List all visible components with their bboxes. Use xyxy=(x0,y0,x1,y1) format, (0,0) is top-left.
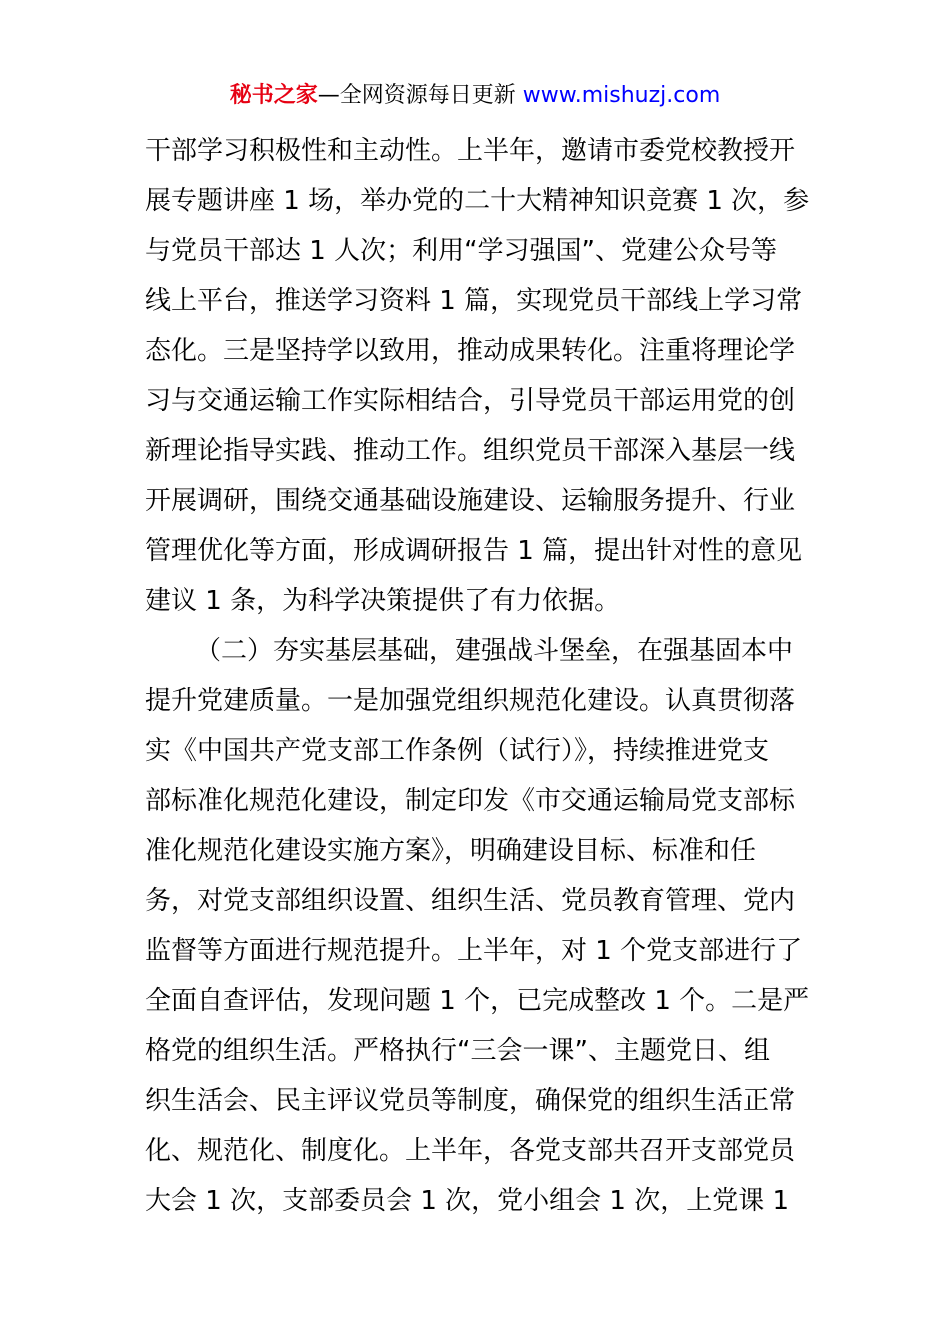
text-line: 新理论指导实践、推动工作。组织党员干部深入基层一线 xyxy=(145,436,796,466)
text-line: 开展调研，围绕交通基础设施建设、运输服务提升、行业 xyxy=(145,486,796,516)
text-line: 展专题讲座 1 场，举办党的二十大精神知识竞赛 1 次，参 xyxy=(145,186,810,216)
text-line: 准化规范化建设实施方案》，明确建设目标、标准和任 xyxy=(145,836,757,866)
text-line: 全面自查评估，发现问题 1 个，已完成整改 1 个。二是严 xyxy=(145,986,810,1016)
text-line: 部标准化规范化建设，制定印发《市交通运输局党支部标 xyxy=(145,786,796,816)
text-line: 监督等方面进行规范提升。上半年，对 1 个党支部进行了 xyxy=(145,936,803,966)
site-url-link[interactable]: www.mishuzj.com xyxy=(522,83,721,108)
document-body xyxy=(145,126,810,1226)
text-line: 提升党建质量。一是加强党组织规范化建设。认真贯彻落 xyxy=(145,686,796,716)
site-tagline: —全网资源每日更新 xyxy=(317,83,523,108)
text-line: 线上平台，推送学习资料 1 篇，实现党员干部线上学习常 xyxy=(145,286,803,316)
text-line: 化、规范化、制度化。上半年，各党支部共召开支部党员 xyxy=(145,1136,796,1166)
text-line: 建议 1 条，为科学决策提供了有力依据。 xyxy=(145,586,621,616)
text-line: 与党员干部达 1 人次；利用“学习强国”、党建公众号等 xyxy=(145,236,778,266)
site-header xyxy=(0,80,950,112)
section-heading-line: （二）夯实基层基础，建强战斗堡垒，在强基固本中 xyxy=(195,636,794,666)
text-line: 态化。三是坚持学以致用，推动成果转化。注重将理论学 xyxy=(145,336,796,366)
text-line: 格党的组织生活。严格执行“三会一课”、主题党日、组 xyxy=(145,1036,770,1066)
text-line: 干部学习积极性和主动性。上半年，邀请市委党校教授开 xyxy=(145,136,796,166)
text-line: 管理优化等方面，形成调研报告 1 篇，提出针对性的意见 xyxy=(145,536,803,566)
text-line: 习与交通运输工作实际相结合，引导党员干部运用党的创 xyxy=(145,386,796,416)
text-line: 实《中国共产党支部工作条例（试行）》，持续推进党支 xyxy=(145,736,770,766)
text-line: 织生活会、民主评议党员等制度，确保党的组织生活正常 xyxy=(145,1086,796,1116)
text-line: 务，对党支部组织设置、组织生活、党员教育管理、党内 xyxy=(145,886,796,916)
site-brand: 秘书之家 xyxy=(229,83,318,108)
text-line: 大会 1 次，支部委员会 1 次，党小组会 1 次，上党课 1 xyxy=(145,1186,790,1216)
